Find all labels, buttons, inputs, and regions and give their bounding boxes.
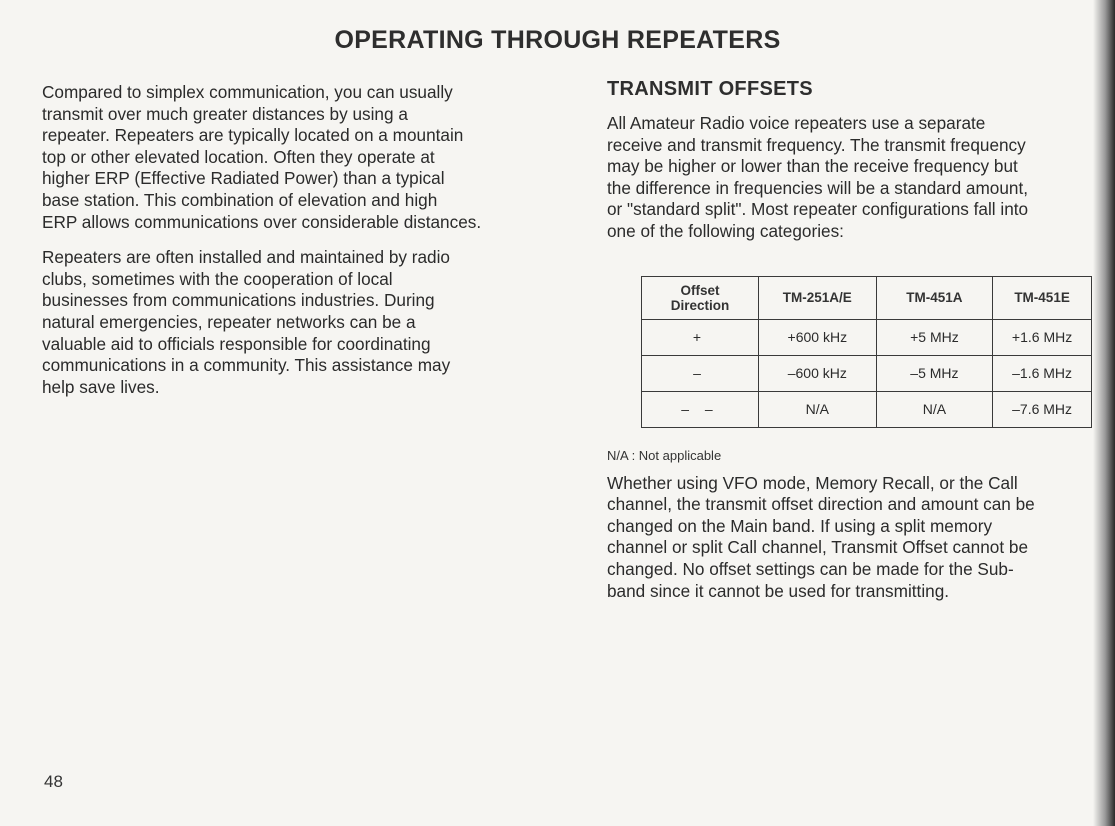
text-line: help save lives. [42, 376, 160, 397]
clubs-paragraph [42, 247, 572, 398]
text-line: higher ERP (Effective Radiated Power) than a typical [42, 168, 445, 189]
intro-paragraph [42, 82, 572, 233]
text-line: Compared to simplex communication, you can usually [42, 82, 453, 102]
left-column [42, 82, 572, 412]
text-line: top or other elevated location. Often they operate at [42, 146, 435, 167]
right-column [607, 78, 1099, 602]
text-line: Whether using VFO mode, Memory Recall, or the Call [607, 472, 1018, 493]
direction-cell: – [642, 355, 759, 391]
page-title: OPERATING THROUGH REPEATERS [334, 26, 781, 54]
header-tm451e: TM-451E [993, 276, 1092, 319]
table-cell: –1.6 MHz [993, 355, 1092, 391]
text-line: channel, the transmit offset direction and amount can be [607, 494, 1035, 515]
text-line: changed. No offset settings can be made for the Sub- [607, 558, 1014, 579]
text-line: one of the following categories: [607, 220, 844, 241]
offsets-intro-paragraph [607, 113, 1099, 243]
text-line: natural emergencies, repeater networks can be a [42, 311, 416, 332]
table-cell: –5 MHz [876, 355, 993, 391]
table-row [642, 319, 1092, 355]
text-line: may be higher or lower than the receive frequency but [607, 156, 1018, 177]
text-line: businesses from communications industries. During [42, 290, 435, 311]
header-offset-direction [642, 276, 759, 319]
table-cell: –600 kHz [758, 355, 876, 391]
table-cell: N/A [876, 391, 993, 427]
text-line: Repeaters are often installed and maintained by radio [42, 247, 450, 268]
binding-shadow [1093, 0, 1115, 826]
text-line: communications in a community. This assistance may [42, 355, 451, 376]
table-row [642, 355, 1092, 391]
text-line: changed on the Main band. If using a split memory [607, 515, 993, 536]
table-cell: +5 MHz [876, 319, 993, 355]
table-cell: N/A [758, 391, 876, 427]
text-line: channel or split Call channel, Transmit Offset cannot be [607, 537, 1029, 558]
header-line: Offset [680, 282, 720, 298]
text-line: the difference in frequencies will be a standard amount, [607, 177, 1029, 198]
page-number: 48 [44, 772, 63, 791]
table-row [642, 391, 1092, 427]
text-line: base station. This combination of elevation and high [42, 189, 438, 210]
table-cell: +1.6 MHz [993, 319, 1092, 355]
text-line: band since it cannot be used for transmitting. [607, 580, 950, 601]
text-line: transmit over much greater distances by using a [42, 103, 408, 124]
section-heading: TRANSMIT OFFSETS [607, 78, 813, 100]
table-footnote: N/A : Not applicable [607, 447, 722, 463]
text-line: All Amateur Radio voice repeaters use a separate [607, 113, 986, 133]
text-line: valuable aid to officials responsible for coordinating [42, 333, 431, 354]
text-line: repeater. Repeaters are typically located on a mountain [42, 125, 464, 146]
table-cell: +600 kHz [758, 319, 876, 355]
table-header-row [642, 276, 1092, 319]
offset-table [641, 276, 1092, 428]
direction-cell: – – [642, 391, 759, 427]
table-cell: –7.6 MHz [993, 391, 1092, 427]
text-line: ERP allows communications over considerable distances. [42, 211, 482, 232]
text-line: or "standard split". Most repeater configurations fall into [607, 199, 1029, 220]
header-tm451a: TM-451A [876, 276, 993, 319]
header-tm251: TM-251A/E [758, 276, 876, 319]
direction-cell: + [642, 319, 759, 355]
offsets-outro-paragraph [607, 473, 1099, 603]
text-line: clubs, sometimes with the cooperation of local [42, 268, 393, 289]
header-line: Direction [670, 297, 730, 313]
text-line: receive and transmit frequency. The transmit frequency [607, 134, 1026, 155]
